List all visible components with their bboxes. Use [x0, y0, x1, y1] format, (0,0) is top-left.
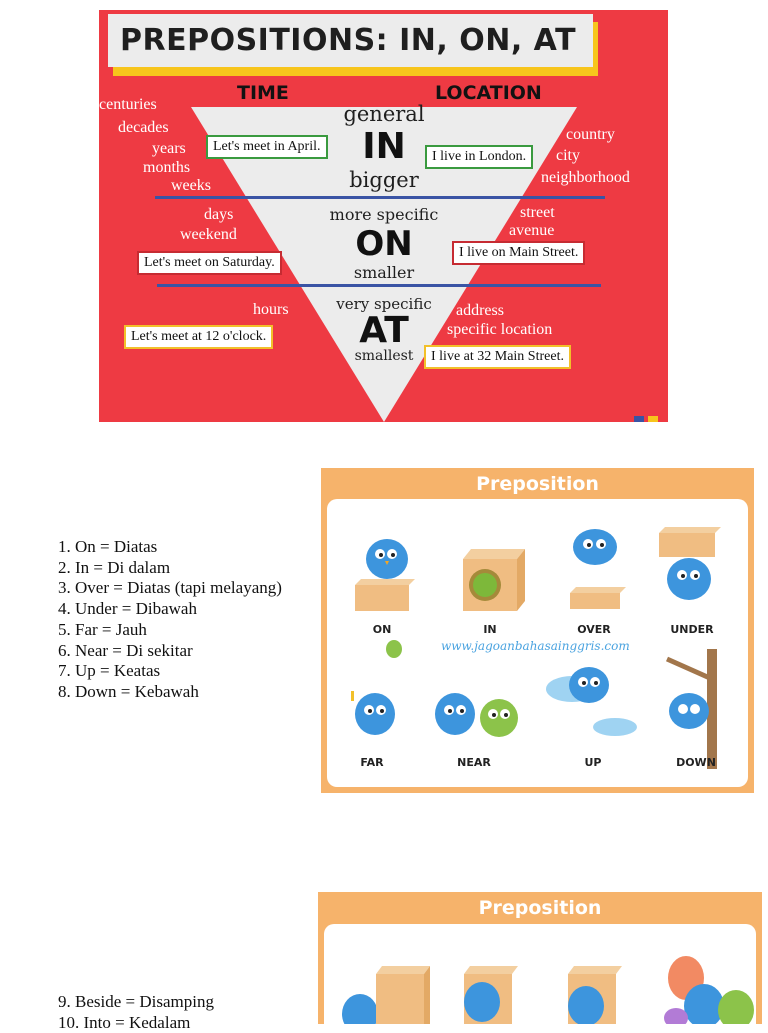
list-item: 4. Under = Dibawah [58, 599, 197, 619]
preposition-label: UNDER [670, 623, 714, 636]
prepositions-poster [99, 10, 668, 422]
time-word: hours [253, 301, 289, 318]
at-location-example: I live at 32 Main Street. [424, 345, 571, 369]
in-time-example: Let's meet in April. [206, 135, 328, 159]
location-word: country [566, 126, 615, 143]
at-top-label: very specific [336, 295, 432, 313]
card-illustration-panel [324, 924, 756, 1024]
list-item: 3. Over = Diatas (tapi melayang) [58, 578, 282, 598]
card-title: Preposition [476, 473, 599, 495]
on-location-example: I live on Main Street. [452, 241, 585, 265]
list-item: 2. In = Di dalam [58, 557, 171, 577]
preposition-card [318, 892, 762, 1024]
time-word: weekend [180, 226, 237, 243]
card-title: Preposition [478, 897, 602, 919]
time-heading: TIME [237, 82, 289, 104]
divider-line [157, 284, 601, 287]
location-word: city [556, 147, 580, 164]
location-word: avenue [509, 222, 555, 239]
on-top-label: more specific [329, 205, 439, 224]
preposition-label: DOWN [676, 756, 716, 769]
list-item: 9. Beside = Disamping [58, 992, 214, 1011]
on-time-example: Let's meet on Saturday. [137, 251, 282, 275]
owl-illustrations [324, 924, 756, 1024]
list-item: 6. Near = Di sekitar [58, 640, 193, 660]
time-word: centuries [99, 96, 157, 113]
in-top-label: general [343, 102, 425, 126]
location-word: neighborhood [541, 169, 630, 186]
list-item: 8. Down = Kebawah [58, 681, 199, 701]
divider-line [155, 196, 605, 199]
card-watermark: www.jagoanbahasainggris.com [441, 639, 630, 653]
preposition-list-2 [58, 992, 214, 1033]
card-illustration-panel [327, 499, 748, 787]
on-word: ON [355, 224, 413, 264]
on-bottom-label: smaller [353, 263, 415, 282]
at-word: AT [359, 310, 409, 351]
location-word: specific location [447, 321, 553, 338]
location-word: street [520, 204, 555, 221]
in-location-example: I live in London. [425, 145, 533, 169]
at-time-example: Let's meet at 12 o'clock. [124, 325, 273, 349]
preposition-card [321, 468, 754, 793]
list-item: 5. Far = Jauh [58, 619, 147, 639]
time-word: weeks [171, 177, 211, 194]
list-item: 10. Into = Kedalam [58, 1012, 191, 1032]
location-word: address [456, 302, 504, 319]
preposition-label: ON [372, 623, 392, 636]
list-item: 7. Up = Keatas [58, 661, 161, 681]
logo-mark [634, 416, 644, 422]
in-word: IN [362, 126, 406, 167]
time-word: decades [118, 119, 169, 136]
logo-mark [648, 416, 658, 422]
list-item: 1. On = Diatas [58, 537, 158, 556]
preposition-label: FAR [360, 756, 384, 769]
preposition-label: UP [584, 756, 602, 769]
time-word: days [204, 206, 234, 223]
at-bottom-label: smallest [354, 348, 414, 364]
preposition-label: OVER [577, 623, 611, 636]
preposition-label: IN [483, 623, 497, 636]
time-word: years [152, 140, 186, 157]
poster-title: PREPOSITIONS: IN, ON, AT [108, 14, 593, 67]
in-bottom-label: bigger [349, 168, 419, 192]
time-word: months [143, 159, 191, 176]
preposition-list-1 [58, 537, 282, 703]
location-heading: LOCATION [435, 82, 542, 104]
preposition-label: NEAR [457, 756, 491, 769]
